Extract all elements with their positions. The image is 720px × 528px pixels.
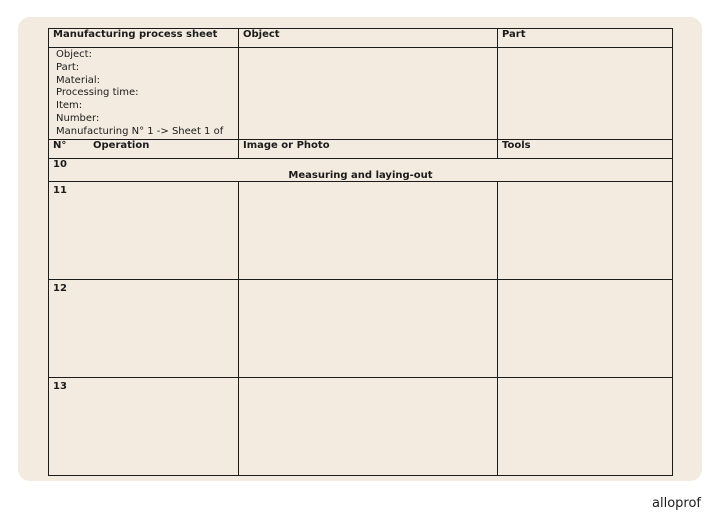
step-operation-cell [49,377,239,475]
step-number: 12 [53,282,67,294]
step-row [49,377,673,475]
step-operation-cell [49,181,239,279]
section-title: Measuring and laying-out [288,169,433,181]
number-operation-header [49,139,239,158]
step-tools-cell [498,181,673,279]
manufacturing-process-sheet [48,28,673,476]
step-tools-cell [498,377,673,475]
info-manufacturing-sheet: Manufacturing N° 1 -> Sheet 1 of [56,125,224,137]
section-cell: 10 Measuring and laying-out [49,158,673,181]
step-image-cell [239,181,498,279]
info-object: Object: [56,49,92,60]
image-column-header: Image or Photo [239,139,498,158]
info-part: Part: [56,61,80,73]
step-row [49,279,673,377]
info-item: Item: [56,100,83,112]
step-tools-cell [498,279,673,377]
step-image-cell [239,377,498,475]
info-lines [53,48,234,139]
info-row [49,48,673,140]
section-row [49,158,673,181]
info-number: Number: [56,112,100,124]
object-header: Object [239,29,498,48]
info-cell [49,48,239,140]
column-header-row [49,139,673,158]
part-cell [498,48,673,140]
step-operation-cell [49,279,239,377]
step-number: 11 [53,184,67,196]
header-row [49,29,673,48]
part-header: Part [498,29,673,48]
step-number: 13 [53,380,67,392]
number-column-header: N° [53,139,67,151]
object-cell [239,48,498,140]
sheet-title: Manufacturing process sheet [49,29,239,48]
info-processing-time: Processing time: [56,87,139,99]
tools-column-header: Tools [498,139,673,158]
brand-logo: alloprof [652,496,701,511]
info-material: Material: [56,74,100,86]
operation-column-header: Operation [93,139,150,151]
step-row [49,181,673,279]
step-image-cell [239,279,498,377]
